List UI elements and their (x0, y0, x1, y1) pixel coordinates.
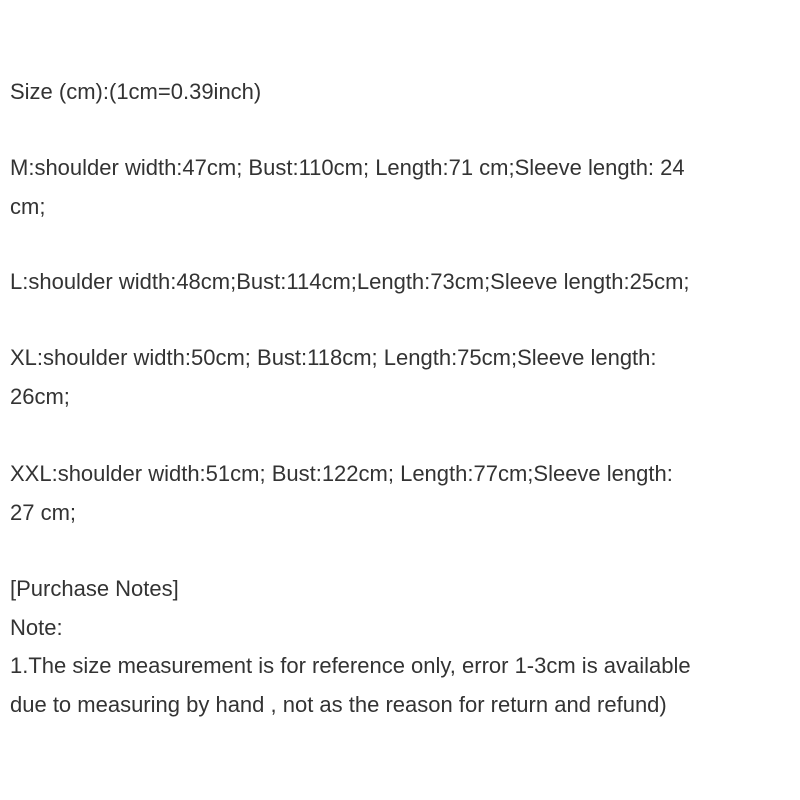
note-line1: 1.The size measurement is for reference only, error 1-3cm is available (10, 653, 691, 678)
size-xxl-line1: XXL:shoulder width:51cm; Bust:122cm; Length:77cm;Sleeve length: (10, 461, 673, 486)
note-line2: due to measuring by hand , not as the reason for return and refund) (10, 692, 667, 717)
purchase-notes-title: [Purchase Notes] (10, 576, 179, 601)
size-m-line2: cm; (10, 194, 46, 219)
size-l-line1: L:shoulder width:48cm;Bust:114cm;Length:73cm;Sleeve length:25cm; (10, 269, 690, 294)
size-xl-line1: XL:shoulder width:50cm; Bust:118cm; Length:75cm;Sleeve length: (10, 345, 657, 370)
size-m-line1: M:shoulder width:47cm; Bust:110cm; Length:71 cm;Sleeve length: 24 (10, 155, 685, 180)
size-xl-line2: 26cm; (10, 384, 70, 409)
note-label: Note: (10, 615, 63, 640)
size-header: Size (cm):(1cm=0.39inch) (10, 79, 262, 104)
size-xxl-line2: 27 cm; (10, 500, 77, 525)
